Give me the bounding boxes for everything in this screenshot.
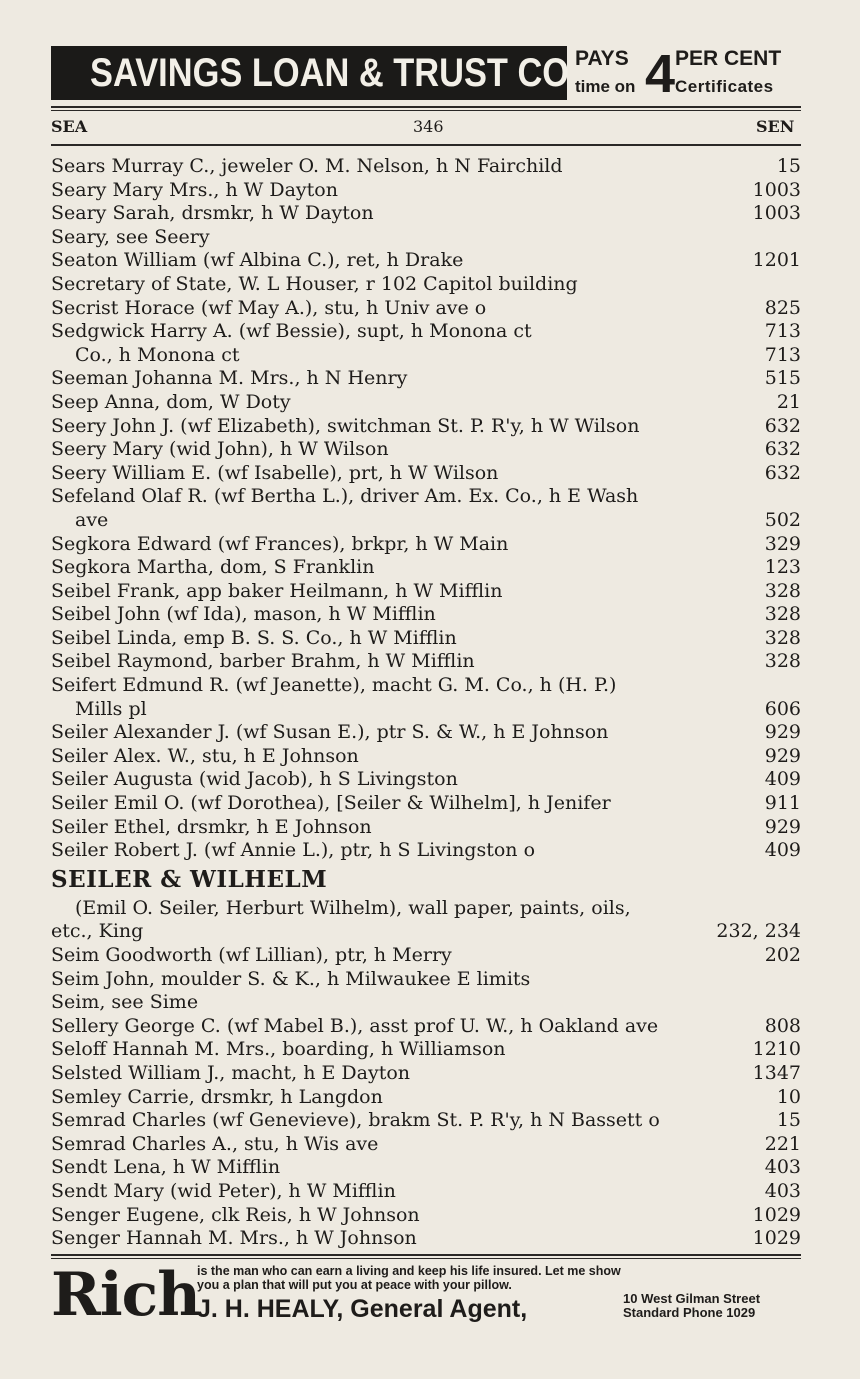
list-item bbox=[51, 1062, 801, 1086]
entry-text: Seim Goodworth (wf Lillian), ptr, h Merry bbox=[51, 944, 452, 966]
entry-number: 409 bbox=[764, 839, 801, 862]
entry-number: 221 bbox=[764, 1132, 801, 1155]
list-item bbox=[51, 580, 801, 604]
list-item bbox=[51, 273, 801, 297]
list-item bbox=[51, 155, 801, 179]
list-item bbox=[51, 533, 801, 557]
footer-rule-thin bbox=[51, 1258, 801, 1259]
entry-number: 1029 bbox=[752, 1227, 801, 1250]
list-item bbox=[51, 1038, 801, 1062]
list-item bbox=[51, 509, 801, 533]
entry-text: Seery Mary (wid John), h W Wilson bbox=[51, 438, 389, 461]
entry-text: Seaton William (wf Albina C.), ret, h Drake bbox=[51, 249, 464, 272]
list-item bbox=[51, 745, 801, 769]
firm-heading-row bbox=[51, 863, 801, 897]
rich-wordmark: Rich bbox=[51, 1260, 200, 1330]
entry-number: 21 bbox=[776, 390, 801, 413]
list-item bbox=[51, 1204, 801, 1228]
entry-text: Seary, see Seery bbox=[51, 225, 210, 248]
entry-text: Seim John, moulder S. & K., h Milwaukee E limits bbox=[51, 967, 531, 990]
entry-text: Sedgwick Harry A. (wf Bessie), supt, h Monona ct bbox=[51, 320, 532, 343]
per-cent-label: PER CENT bbox=[675, 47, 782, 70]
list-item bbox=[51, 698, 801, 722]
entry-number: 713 bbox=[764, 320, 801, 343]
entry-text: Sellery George C. (wf Mabel B.), asst prof U. W., h Oakland ave bbox=[51, 1014, 659, 1037]
entry-number: 15 bbox=[776, 1109, 801, 1132]
entry-text: Seary Mary Mrs., h W Dayton bbox=[51, 178, 338, 201]
list-item bbox=[51, 816, 801, 840]
list-item bbox=[51, 415, 801, 439]
entry-text: Semley Carrie, drsmkr, h Langdon bbox=[51, 1085, 383, 1108]
entry-number: 929 bbox=[764, 815, 801, 838]
entry-text: Seery William E. (wf Isabelle), prt, h W Wilson bbox=[51, 461, 499, 484]
agent-name: J. H. HEALY, General Agent, bbox=[197, 1295, 528, 1323]
entry-text: Seibel John (wf Ida), mason, h W Mifflin bbox=[51, 603, 436, 626]
header-rule-thin bbox=[51, 110, 801, 111]
entry-number: 502 bbox=[764, 508, 801, 531]
entry-number: 713 bbox=[764, 343, 801, 366]
entry-number: 1210 bbox=[752, 1038, 801, 1061]
entry-number: 232, 234 bbox=[716, 920, 801, 943]
entry-text: Seiler Emil O. (wf Dorothea), [Seiler & Wilhelm], h Jenifer bbox=[51, 792, 611, 815]
list-item bbox=[51, 1015, 801, 1039]
bank-name: SAVINGS LOAN & TRUST CO bbox=[89, 51, 570, 95]
entry-text: Selsted William J., macht, h E Dayton bbox=[51, 1061, 411, 1084]
list-item bbox=[51, 320, 801, 344]
list-item bbox=[51, 1180, 801, 1204]
entry-number: 1029 bbox=[752, 1203, 801, 1226]
list-item bbox=[51, 1227, 801, 1251]
list-item bbox=[51, 721, 801, 745]
list-item bbox=[51, 297, 801, 321]
entry-text: Seibel Linda, emp B. S. S. Co., h W Mifflin bbox=[51, 626, 457, 649]
header-rule-top bbox=[51, 106, 801, 108]
entry-text: Segkora Martha, dom, S Franklin bbox=[51, 556, 375, 579]
entry-number: 632 bbox=[764, 414, 801, 437]
list-item bbox=[51, 249, 801, 273]
entry-number: 328 bbox=[764, 603, 801, 626]
entry-text: Secretary of State, W. L Houser, r 102 Capitol building bbox=[51, 272, 578, 295]
firm-description-line bbox=[51, 897, 801, 921]
entry-text: Seary Sarah, drsmkr, h W Dayton bbox=[51, 202, 374, 225]
entry-number: 123 bbox=[764, 556, 801, 579]
page-number: 346 bbox=[413, 117, 444, 136]
list-item bbox=[51, 768, 801, 792]
entry-number: 632 bbox=[764, 438, 801, 461]
list-item bbox=[51, 367, 801, 391]
bank-name-banner bbox=[51, 46, 570, 100]
entry-text: Segkora Edward (wf Frances), brkpr, h W Main bbox=[51, 532, 509, 555]
list-item bbox=[51, 991, 801, 1015]
footer-advertisement bbox=[51, 1262, 803, 1332]
footer-rule-top bbox=[51, 1254, 801, 1256]
list-item bbox=[51, 179, 801, 203]
list-item bbox=[51, 650, 801, 674]
header-advertisement bbox=[51, 46, 801, 102]
entry-text: etc., King bbox=[51, 920, 144, 943]
list-item bbox=[51, 1086, 801, 1110]
entry-number: 929 bbox=[764, 721, 801, 744]
entry-text: Senger Eugene, clk Reis, h W Johnson bbox=[51, 1203, 420, 1226]
entry-number: 515 bbox=[764, 367, 801, 390]
entry-text: Semrad Charles A., stu, h Wis ave bbox=[51, 1132, 379, 1155]
agent-address: 10 West Gilman Street bbox=[623, 1291, 761, 1306]
time-on-label: time on bbox=[575, 77, 636, 96]
entry-text: Senger Hannah M. Mrs., h W Johnson bbox=[51, 1227, 417, 1250]
entry-number: 329 bbox=[764, 532, 801, 555]
entry-number: 632 bbox=[764, 461, 801, 484]
list-item bbox=[51, 627, 801, 651]
firm-heading: SEILER & WILHELM bbox=[51, 865, 328, 893]
entry-text: Seibel Raymond, barber Brahm, h W Mifflin bbox=[51, 650, 475, 673]
list-item bbox=[51, 1133, 801, 1157]
entry-number: 328 bbox=[764, 626, 801, 649]
entry-text: Secrist Horace (wf May A.), stu, h Univ ave o bbox=[51, 296, 487, 319]
entry-text: Seiler Augusta (wid Jacob), h S Livingston bbox=[51, 768, 458, 791]
list-item bbox=[51, 344, 801, 368]
list-item bbox=[51, 839, 801, 863]
entry-number: 911 bbox=[764, 792, 801, 815]
entry-number: 1201 bbox=[752, 249, 801, 272]
ad-text-line-1: is the man who can earn a living and keep his life insured. Let me show bbox=[197, 1264, 621, 1278]
entry-text: Seiler Alex. W., stu, h E Johnson bbox=[51, 744, 359, 767]
entry-text: Seiler Robert J. (wf Annie L.), ptr, h S Livingston o bbox=[51, 839, 536, 862]
entry-text: Seiler Ethel, drsmkr, h E Johnson bbox=[51, 815, 372, 838]
entry-text: Sendt Lena, h W Mifflin bbox=[51, 1156, 281, 1179]
entry-number: 808 bbox=[764, 1014, 801, 1037]
running-head-left: SEA bbox=[51, 117, 88, 136]
entry-number: 10 bbox=[776, 1085, 801, 1108]
list-item bbox=[51, 556, 801, 580]
entry-text: Mills pl bbox=[75, 697, 147, 720]
list-item bbox=[51, 944, 801, 968]
running-head-rule bbox=[51, 144, 801, 146]
entry-text: Seloff Hannah M. Mrs., boarding, h Williamson bbox=[51, 1038, 506, 1061]
entry-number: 403 bbox=[764, 1156, 801, 1179]
list-item bbox=[51, 226, 801, 250]
list-item bbox=[51, 674, 801, 698]
entry-text: ave bbox=[75, 508, 109, 531]
entry-number: 606 bbox=[764, 697, 801, 720]
entry-text: Semrad Charles (wf Genevieve), brakm St. P. R'y, h N Bassett o bbox=[51, 1109, 660, 1132]
ad-text-line-2: you a plan that will put you at peace with your pillow. bbox=[197, 1278, 512, 1292]
entry-number: 403 bbox=[764, 1179, 801, 1202]
entry-number: 1003 bbox=[752, 202, 801, 225]
entry-number: 1347 bbox=[752, 1061, 801, 1084]
entry-number: 328 bbox=[764, 579, 801, 602]
certificates-label: Certificates bbox=[675, 77, 774, 96]
entry-number: 409 bbox=[764, 768, 801, 791]
entry-text: Sendt Mary (wid Peter), h W Mifflin bbox=[51, 1179, 396, 1202]
list-item bbox=[51, 391, 801, 415]
running-head-right: SEN bbox=[756, 117, 795, 136]
entry-text: (Emil O. Seiler, Herburt Wilhelm), wall paper, paints, oils, bbox=[75, 896, 631, 919]
entry-text: Co., h Monona ct bbox=[75, 343, 240, 366]
entry-text: Seibel Frank, app baker Heilmann, h W Mifflin bbox=[51, 579, 503, 602]
entry-text: Seeman Johanna M. Mrs., h N Henry bbox=[51, 367, 408, 390]
list-item bbox=[51, 438, 801, 462]
entry-text: Seiler Alexander J. (wf Susan E.), ptr S. & W., h E Johnson bbox=[51, 721, 609, 744]
list-item bbox=[51, 202, 801, 226]
directory-entries bbox=[51, 155, 801, 1251]
list-item bbox=[51, 792, 801, 816]
entry-number: 202 bbox=[764, 944, 801, 966]
entry-number: 1003 bbox=[752, 178, 801, 201]
entry-number: 929 bbox=[764, 744, 801, 767]
interest-rate: 4 bbox=[645, 44, 676, 104]
agent-phone: Standard Phone 1029 bbox=[623, 1305, 756, 1320]
entry-text: Seep Anna, dom, W Doty bbox=[51, 390, 291, 413]
entry-number: 825 bbox=[764, 296, 801, 319]
entry-text: Sears Murray C., jeweler O. M. Nelson, h N Fairchild bbox=[51, 155, 563, 177]
list-item bbox=[51, 1156, 801, 1180]
entry-text: Seim, see Sime bbox=[51, 991, 199, 1014]
list-item bbox=[51, 462, 801, 486]
entry-text: Seifert Edmund R. (wf Jeanette), macht G. M. Co., h (H. P.) bbox=[51, 674, 617, 697]
list-item bbox=[51, 1109, 801, 1133]
entry-number: 328 bbox=[764, 650, 801, 673]
entry-number: 15 bbox=[776, 155, 801, 177]
entry-text: Seery John J. (wf Elizabeth), switchman St. P. R'y, h W Wilson bbox=[51, 414, 640, 437]
list-item bbox=[51, 968, 801, 992]
list-item bbox=[51, 603, 801, 627]
firm-description-line bbox=[51, 920, 801, 944]
list-item bbox=[51, 485, 801, 509]
entry-text: Sefeland Olaf R. (wf Bertha L.), driver Am. Ex. Co., h E Wash bbox=[51, 485, 639, 508]
pays-label: PAYS bbox=[575, 47, 629, 70]
